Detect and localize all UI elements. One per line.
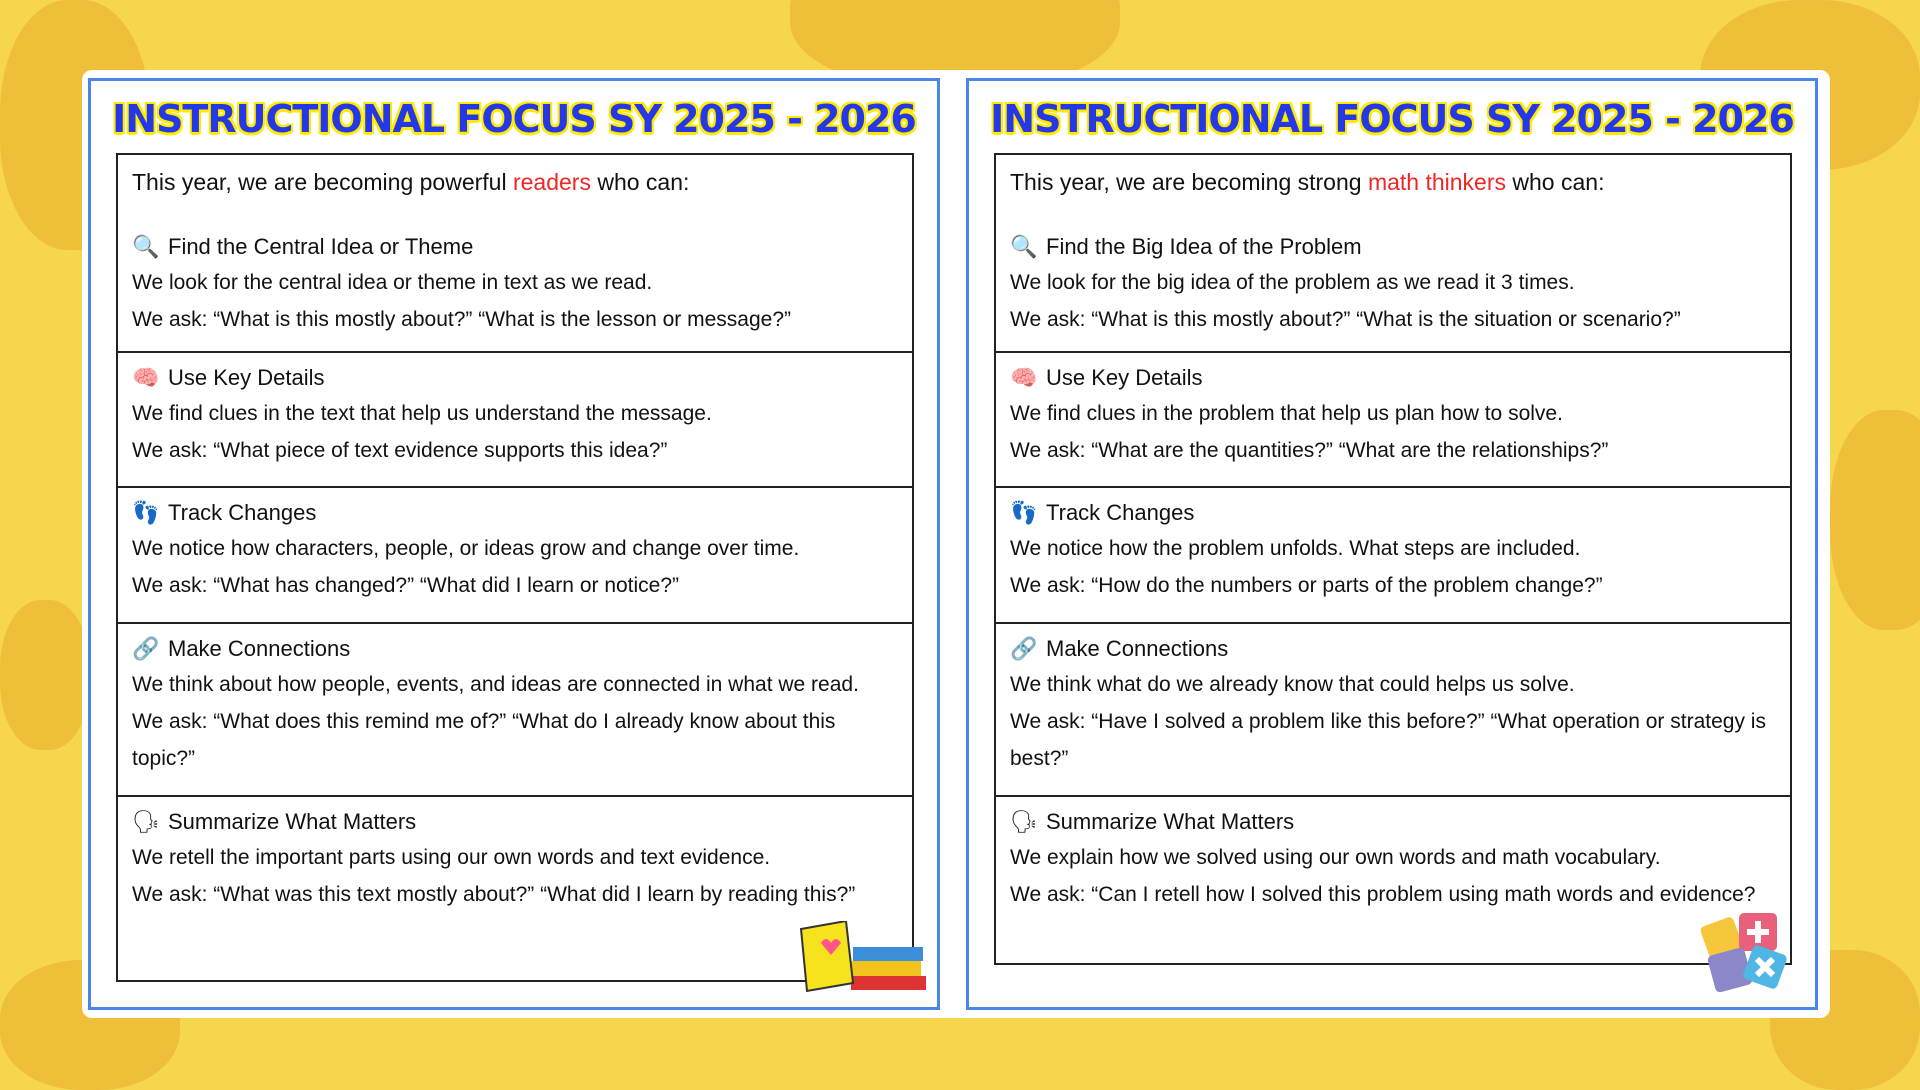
focus-row xyxy=(996,795,1790,963)
focus-row xyxy=(118,216,912,351)
math-symbols-icon xyxy=(1699,911,1794,996)
panel-title: INSTRUCTIONAL FOCUS SY 2025 - 2026 xyxy=(112,97,916,141)
row-heading-text: Summarize What Matters xyxy=(1046,809,1295,834)
speaking-head-icon: 🗣 xyxy=(132,809,160,834)
magnifying-glass-icon: 🔍 xyxy=(1010,234,1038,259)
focus-row xyxy=(996,351,1790,486)
row-description: We look for the central idea or theme in text as we read. xyxy=(132,271,653,294)
row-heading-text: Find the Big Idea of the Problem xyxy=(1046,234,1362,259)
row-description: We retell the important parts using our own words and text evidence. xyxy=(132,846,771,869)
row-heading xyxy=(1010,805,1776,839)
focus-row xyxy=(118,622,912,795)
row-heading xyxy=(132,632,898,666)
focus-row xyxy=(118,486,912,622)
row-question: We ask: “What has changed?” “What did I learn or notice?” xyxy=(132,574,680,597)
math-panel xyxy=(966,78,1818,1010)
intro-accent: math thinkers xyxy=(1367,169,1507,195)
brain-icon: 🧠 xyxy=(1010,365,1038,390)
focus-row xyxy=(996,622,1790,795)
row-question: We ask: “Have I solved a problem like this before?” “What operation or strategy is best?” xyxy=(1010,710,1766,770)
intro-text: This year, we are becoming powerful xyxy=(132,169,513,195)
reading-panel xyxy=(88,78,940,1010)
magnifying-glass-icon: 🔍 xyxy=(132,234,160,259)
row-heading-text: Use Key Details xyxy=(168,365,325,390)
decor-blob xyxy=(1830,410,1920,630)
row-heading-text: Track Changes xyxy=(168,500,317,525)
row-description: We explain how we solved using our own words and math vocabulary. xyxy=(1010,846,1661,869)
row-description: We find clues in the problem that help us plan how to solve. xyxy=(1010,402,1563,425)
focus-row xyxy=(996,486,1790,622)
row-question: We ask: “What are the quantities?” “What are the relationships?” xyxy=(1010,439,1609,462)
intro-accent: readers xyxy=(512,169,591,195)
row-heading-text: Find the Central Idea or Theme xyxy=(168,234,474,259)
row-question: We ask: “What was this text mostly about?” “What did I learn by reading this?” xyxy=(132,883,856,906)
row-question: We ask: “How do the numbers or parts of the problem change?” xyxy=(1010,574,1603,597)
row-heading xyxy=(132,230,898,264)
row-description: We notice how characters, people, or ideas grow and change over time. xyxy=(132,537,800,560)
row-heading xyxy=(1010,230,1776,264)
intro-row xyxy=(118,155,912,216)
link-icon: 🔗 xyxy=(1010,636,1038,661)
footprints-icon: 👣 xyxy=(132,500,160,525)
intro-row xyxy=(996,155,1790,216)
row-heading-text: Track Changes xyxy=(1046,500,1195,525)
row-heading xyxy=(132,361,898,395)
row-question: We ask: “What is this mostly about?” “What is the lesson or message?” xyxy=(132,308,792,331)
row-heading xyxy=(132,805,898,839)
row-description: We notice how the problem unfolds. What steps are included. xyxy=(1010,537,1581,560)
row-heading xyxy=(1010,361,1776,395)
intro-text-end: who can: xyxy=(1506,169,1605,195)
row-heading-text: Make Connections xyxy=(168,636,351,661)
focus-row xyxy=(118,351,912,486)
panel-title: INSTRUCTIONAL FOCUS SY 2025 - 2026 xyxy=(990,97,1794,141)
brain-icon: 🧠 xyxy=(132,365,160,390)
row-question: We ask: “Can I retell how I solved this problem using math words and evidence? xyxy=(1010,883,1756,906)
row-heading-text: Use Key Details xyxy=(1046,365,1203,390)
intro-text-end: who can: xyxy=(590,169,690,195)
row-heading-text: Make Connections xyxy=(1046,636,1229,661)
row-heading xyxy=(1010,496,1776,530)
row-description: We find clues in the text that help us understand the message. xyxy=(132,402,712,425)
row-heading xyxy=(132,496,898,530)
link-icon: 🔗 xyxy=(132,636,160,661)
row-heading-text: Summarize What Matters xyxy=(168,809,417,834)
focus-table xyxy=(994,153,1792,965)
row-description: We think what do we already know that could helps us solve. xyxy=(1010,673,1575,696)
row-question: We ask: “What piece of text evidence supports this idea?” xyxy=(132,439,668,462)
speaking-head-icon: 🗣 xyxy=(1010,809,1038,834)
focus-table xyxy=(116,153,914,982)
row-question: We ask: “What is this mostly about?” “What is the situation or scenario?” xyxy=(1010,308,1681,331)
row-heading xyxy=(1010,632,1776,666)
row-description: We look for the big idea of the problem as we read it 3 times. xyxy=(1010,271,1575,294)
focus-row xyxy=(996,216,1790,351)
footprints-icon: 👣 xyxy=(1010,500,1038,525)
books-icon xyxy=(791,921,931,1001)
row-question: We ask: “What does this remind me of?” “What do I already know about this topic?” xyxy=(132,710,836,770)
decor-blob xyxy=(0,600,90,750)
intro-text: This year, we are becoming strong xyxy=(1010,169,1368,195)
row-description: We think about how people, events, and ideas are connected in what we read. xyxy=(132,673,859,696)
